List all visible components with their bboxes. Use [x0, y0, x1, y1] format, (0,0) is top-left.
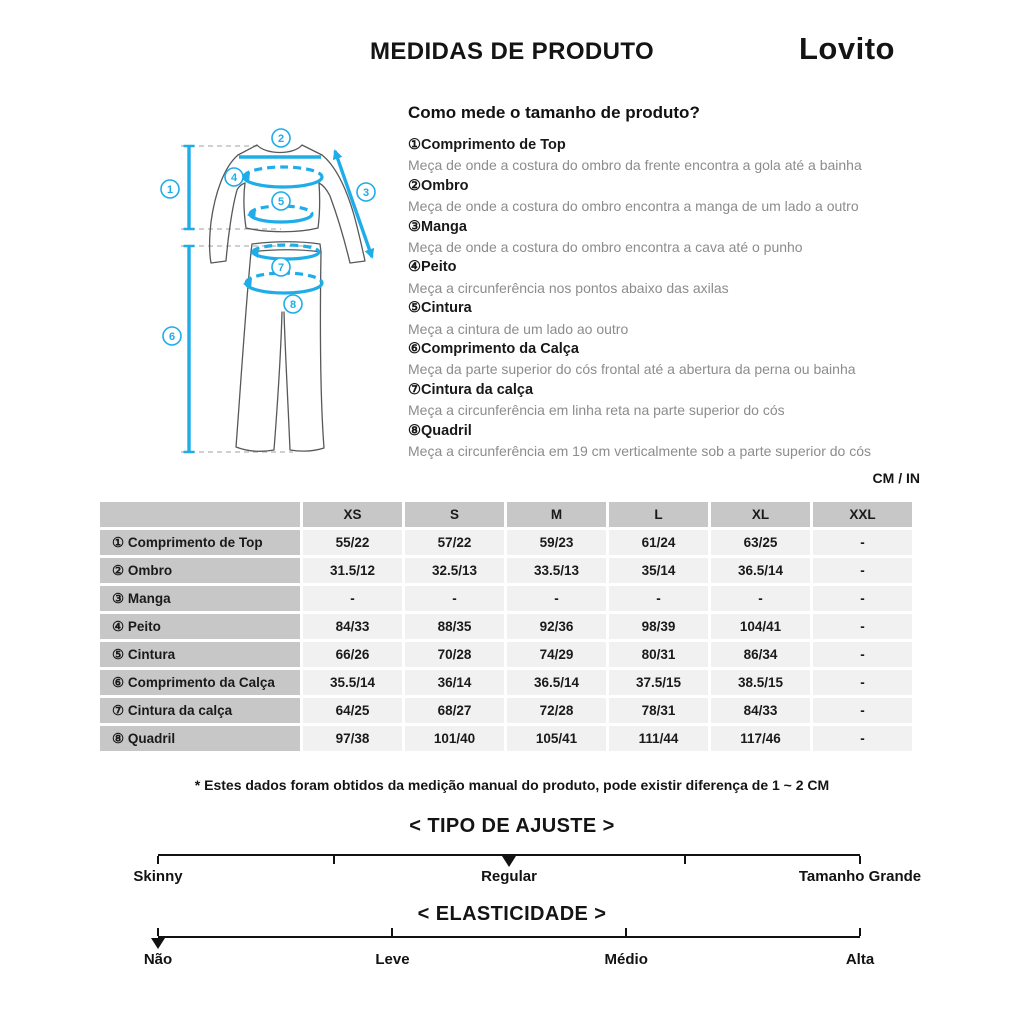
svg-text:6: 6 [168, 331, 176, 343]
size-value-cell: - [609, 586, 708, 611]
instruction-item [408, 176, 938, 217]
diagram-callout-1 [161, 180, 179, 198]
scale-tick [333, 856, 335, 864]
size-value-cell: 78/31 [609, 698, 708, 723]
instruction-item [408, 257, 938, 298]
size-column-header: S [405, 502, 504, 527]
instruction-item [408, 339, 938, 380]
scale-tick [391, 928, 393, 936]
size-value-cell: 84/33 [303, 614, 402, 639]
measurement-instructions [408, 103, 938, 462]
size-column-header: XL [711, 502, 810, 527]
size-value-cell: 63/25 [711, 530, 810, 555]
size-value-cell: 55/22 [303, 530, 402, 555]
scale-tick [859, 856, 861, 864]
measurement-row-label: ② Ombro [100, 558, 300, 583]
brand-logo: Lovito [799, 31, 895, 66]
elasticity-scale-title: < ELASTICIDADE > [417, 903, 607, 925]
instruction-description: Meça a circunferência nos pontos abaixo das axilas [408, 279, 729, 296]
measurement-note: * Estes dados foram obtidos da medição manual do produto, pode existir diferença de 1 ~ 2 CM [194, 777, 830, 793]
scale-label: Alta [845, 951, 875, 968]
size-column-header: L [609, 502, 708, 527]
size-value-cell: 36/14 [405, 670, 504, 695]
measurement-row-label: ⑧ Quadril [100, 726, 300, 751]
diagram-callout-7 [272, 258, 290, 276]
instruction-description: Meça a cintura de um lado ao outro [408, 320, 629, 337]
size-value-cell: - [711, 586, 810, 611]
svg-text:2: 2 [277, 133, 285, 145]
instruction-description: Meça de onde a costura do ombro encontra a manga de um lado a outro [408, 198, 859, 215]
svg-text:1: 1 [166, 184, 174, 196]
table-row [100, 698, 912, 723]
size-value-cell: 105/41 [507, 726, 606, 751]
diagram-callout-8 [284, 295, 302, 313]
measurement-row-label: ⑦ Cintura da calça [100, 698, 300, 723]
size-value-cell: - [813, 670, 912, 695]
units-label: CM / IN [872, 470, 920, 486]
size-column-header: XXL [813, 502, 912, 527]
size-value-cell: - [303, 586, 402, 611]
table-row [100, 726, 912, 751]
size-value-cell: - [813, 642, 912, 667]
fit-scale-labels [133, 868, 922, 888]
table-row [100, 558, 912, 583]
fit-scale-title: < TIPO DE AJUSTE > [409, 815, 615, 837]
scale-marker-triangle [502, 856, 516, 867]
instruction-item [408, 217, 938, 258]
size-value-cell: - [813, 558, 912, 583]
instruction-label: ②Ombro [408, 177, 469, 194]
size-value-cell: 64/25 [303, 698, 402, 723]
scale-label: Tamanho Grande [798, 868, 922, 885]
scale-tick [859, 928, 861, 936]
size-value-cell: 98/39 [609, 614, 708, 639]
diagram-callout-3 [357, 183, 375, 201]
measurement-row-label: ① Comprimento de Top [100, 530, 300, 555]
instruction-label: ④Peito [408, 259, 457, 276]
size-value-cell: 33.5/13 [507, 558, 606, 583]
size-column-header: M [507, 502, 606, 527]
instruction-description: Meça a circunferência em 19 cm verticalmente sob a parte superior do cós [408, 443, 871, 460]
table-row [100, 614, 912, 639]
size-value-cell: 31.5/12 [303, 558, 402, 583]
size-value-cell: 38.5/15 [711, 670, 810, 695]
size-value-cell: 74/29 [507, 642, 606, 667]
size-value-cell: - [813, 614, 912, 639]
size-value-cell: - [813, 530, 912, 555]
size-value-cell: 61/24 [609, 530, 708, 555]
size-value-cell: - [507, 586, 606, 611]
size-value-cell: 84/33 [711, 698, 810, 723]
scale-label: Regular [481, 868, 537, 885]
size-value-cell: 36.5/14 [711, 558, 810, 583]
table-row [100, 642, 912, 667]
diagram-callout-6 [163, 327, 181, 345]
instructions-heading: Como mede o tamanho de produto? [408, 103, 700, 122]
size-value-cell: 101/40 [405, 726, 504, 751]
size-value-cell: 88/35 [405, 614, 504, 639]
instruction-description: Meça de onde a costura do ombro da frente encontra a gola até a bainha [408, 157, 862, 174]
scale-tick [157, 856, 159, 864]
instruction-label: ⑧Quadril [408, 422, 472, 439]
fit-scale-line [158, 854, 860, 856]
size-value-cell: 92/36 [507, 614, 606, 639]
size-value-cell: 86/34 [711, 642, 810, 667]
size-value-cell: 72/28 [507, 698, 606, 723]
instruction-label: ⑤Cintura [408, 300, 472, 317]
size-value-cell: 37.5/15 [609, 670, 708, 695]
scale-label: Leve [375, 951, 410, 968]
garment-measurement-diagram [130, 110, 410, 480]
size-table-header-row [100, 502, 912, 527]
size-value-cell: 104/41 [711, 614, 810, 639]
diagram-callout-4 [225, 168, 243, 186]
size-table-corner-cell [100, 502, 300, 527]
table-row [100, 586, 912, 611]
size-value-cell: - [813, 698, 912, 723]
measurement-row-label: ⑥ Comprimento da Calça [100, 670, 300, 695]
elasticity-scale-labels [143, 951, 875, 971]
size-value-cell: 97/38 [303, 726, 402, 751]
size-value-cell: 32.5/13 [405, 558, 504, 583]
size-value-cell: 66/26 [303, 642, 402, 667]
scale-tick [684, 856, 686, 864]
svg-text:4: 4 [230, 172, 238, 184]
page-title: MEDIDAS DE PRODUTO [369, 38, 655, 65]
size-value-cell: 70/28 [405, 642, 504, 667]
elasticity-scale-line [158, 936, 860, 938]
svg-text:7: 7 [277, 262, 285, 274]
svg-text:5: 5 [277, 196, 285, 208]
instruction-item [408, 135, 938, 176]
measurement-row-label: ④ Peito [100, 614, 300, 639]
size-value-cell: 35.5/14 [303, 670, 402, 695]
scale-label: Skinny [133, 868, 183, 885]
table-row [100, 670, 912, 695]
size-value-cell: - [405, 586, 504, 611]
instruction-description: Meça de onde a costura do ombro encontra a cava até o punho [408, 239, 803, 256]
instruction-label: ⑦Cintura da calça [408, 381, 534, 398]
size-value-cell: - [813, 586, 912, 611]
instruction-description: Meça da parte superior do cós frontal até a abertura da perna ou bainha [408, 361, 856, 378]
size-value-cell: 59/23 [507, 530, 606, 555]
diagram-callout-2 [272, 129, 290, 147]
size-value-cell: 35/14 [609, 558, 708, 583]
scale-marker-triangle [151, 938, 165, 949]
size-value-cell: 111/44 [609, 726, 708, 751]
measurement-row-label: ③ Manga [100, 586, 300, 611]
size-value-cell: 68/27 [405, 698, 504, 723]
svg-text:3: 3 [362, 187, 370, 199]
instruction-item [408, 421, 938, 462]
size-value-cell: 57/22 [405, 530, 504, 555]
size-value-cell: 36.5/14 [507, 670, 606, 695]
instructions-list [408, 135, 938, 462]
size-table [97, 499, 915, 754]
table-row [100, 530, 912, 555]
scale-label: Não [143, 951, 173, 968]
size-value-cell: 117/46 [711, 726, 810, 751]
instruction-label: ①Comprimento de Top [408, 137, 566, 153]
instruction-item [408, 298, 938, 339]
size-column-header: XS [303, 502, 402, 527]
instruction-label: ③Manga [408, 218, 467, 235]
size-value-cell: - [813, 726, 912, 751]
instruction-description: Meça a circunferência em linha reta na parte superior do cós [408, 402, 785, 419]
scale-tick [157, 928, 159, 936]
svg-text:8: 8 [289, 299, 297, 311]
scale-tick [625, 928, 627, 936]
diagram-callout-5 [272, 192, 290, 210]
measurement-row-label: ⑤ Cintura [100, 642, 300, 667]
size-value-cell: 80/31 [609, 642, 708, 667]
scale-label: Médio [604, 951, 648, 968]
instruction-label: ⑥Comprimento da Calça [408, 341, 579, 358]
instruction-item [408, 380, 938, 421]
